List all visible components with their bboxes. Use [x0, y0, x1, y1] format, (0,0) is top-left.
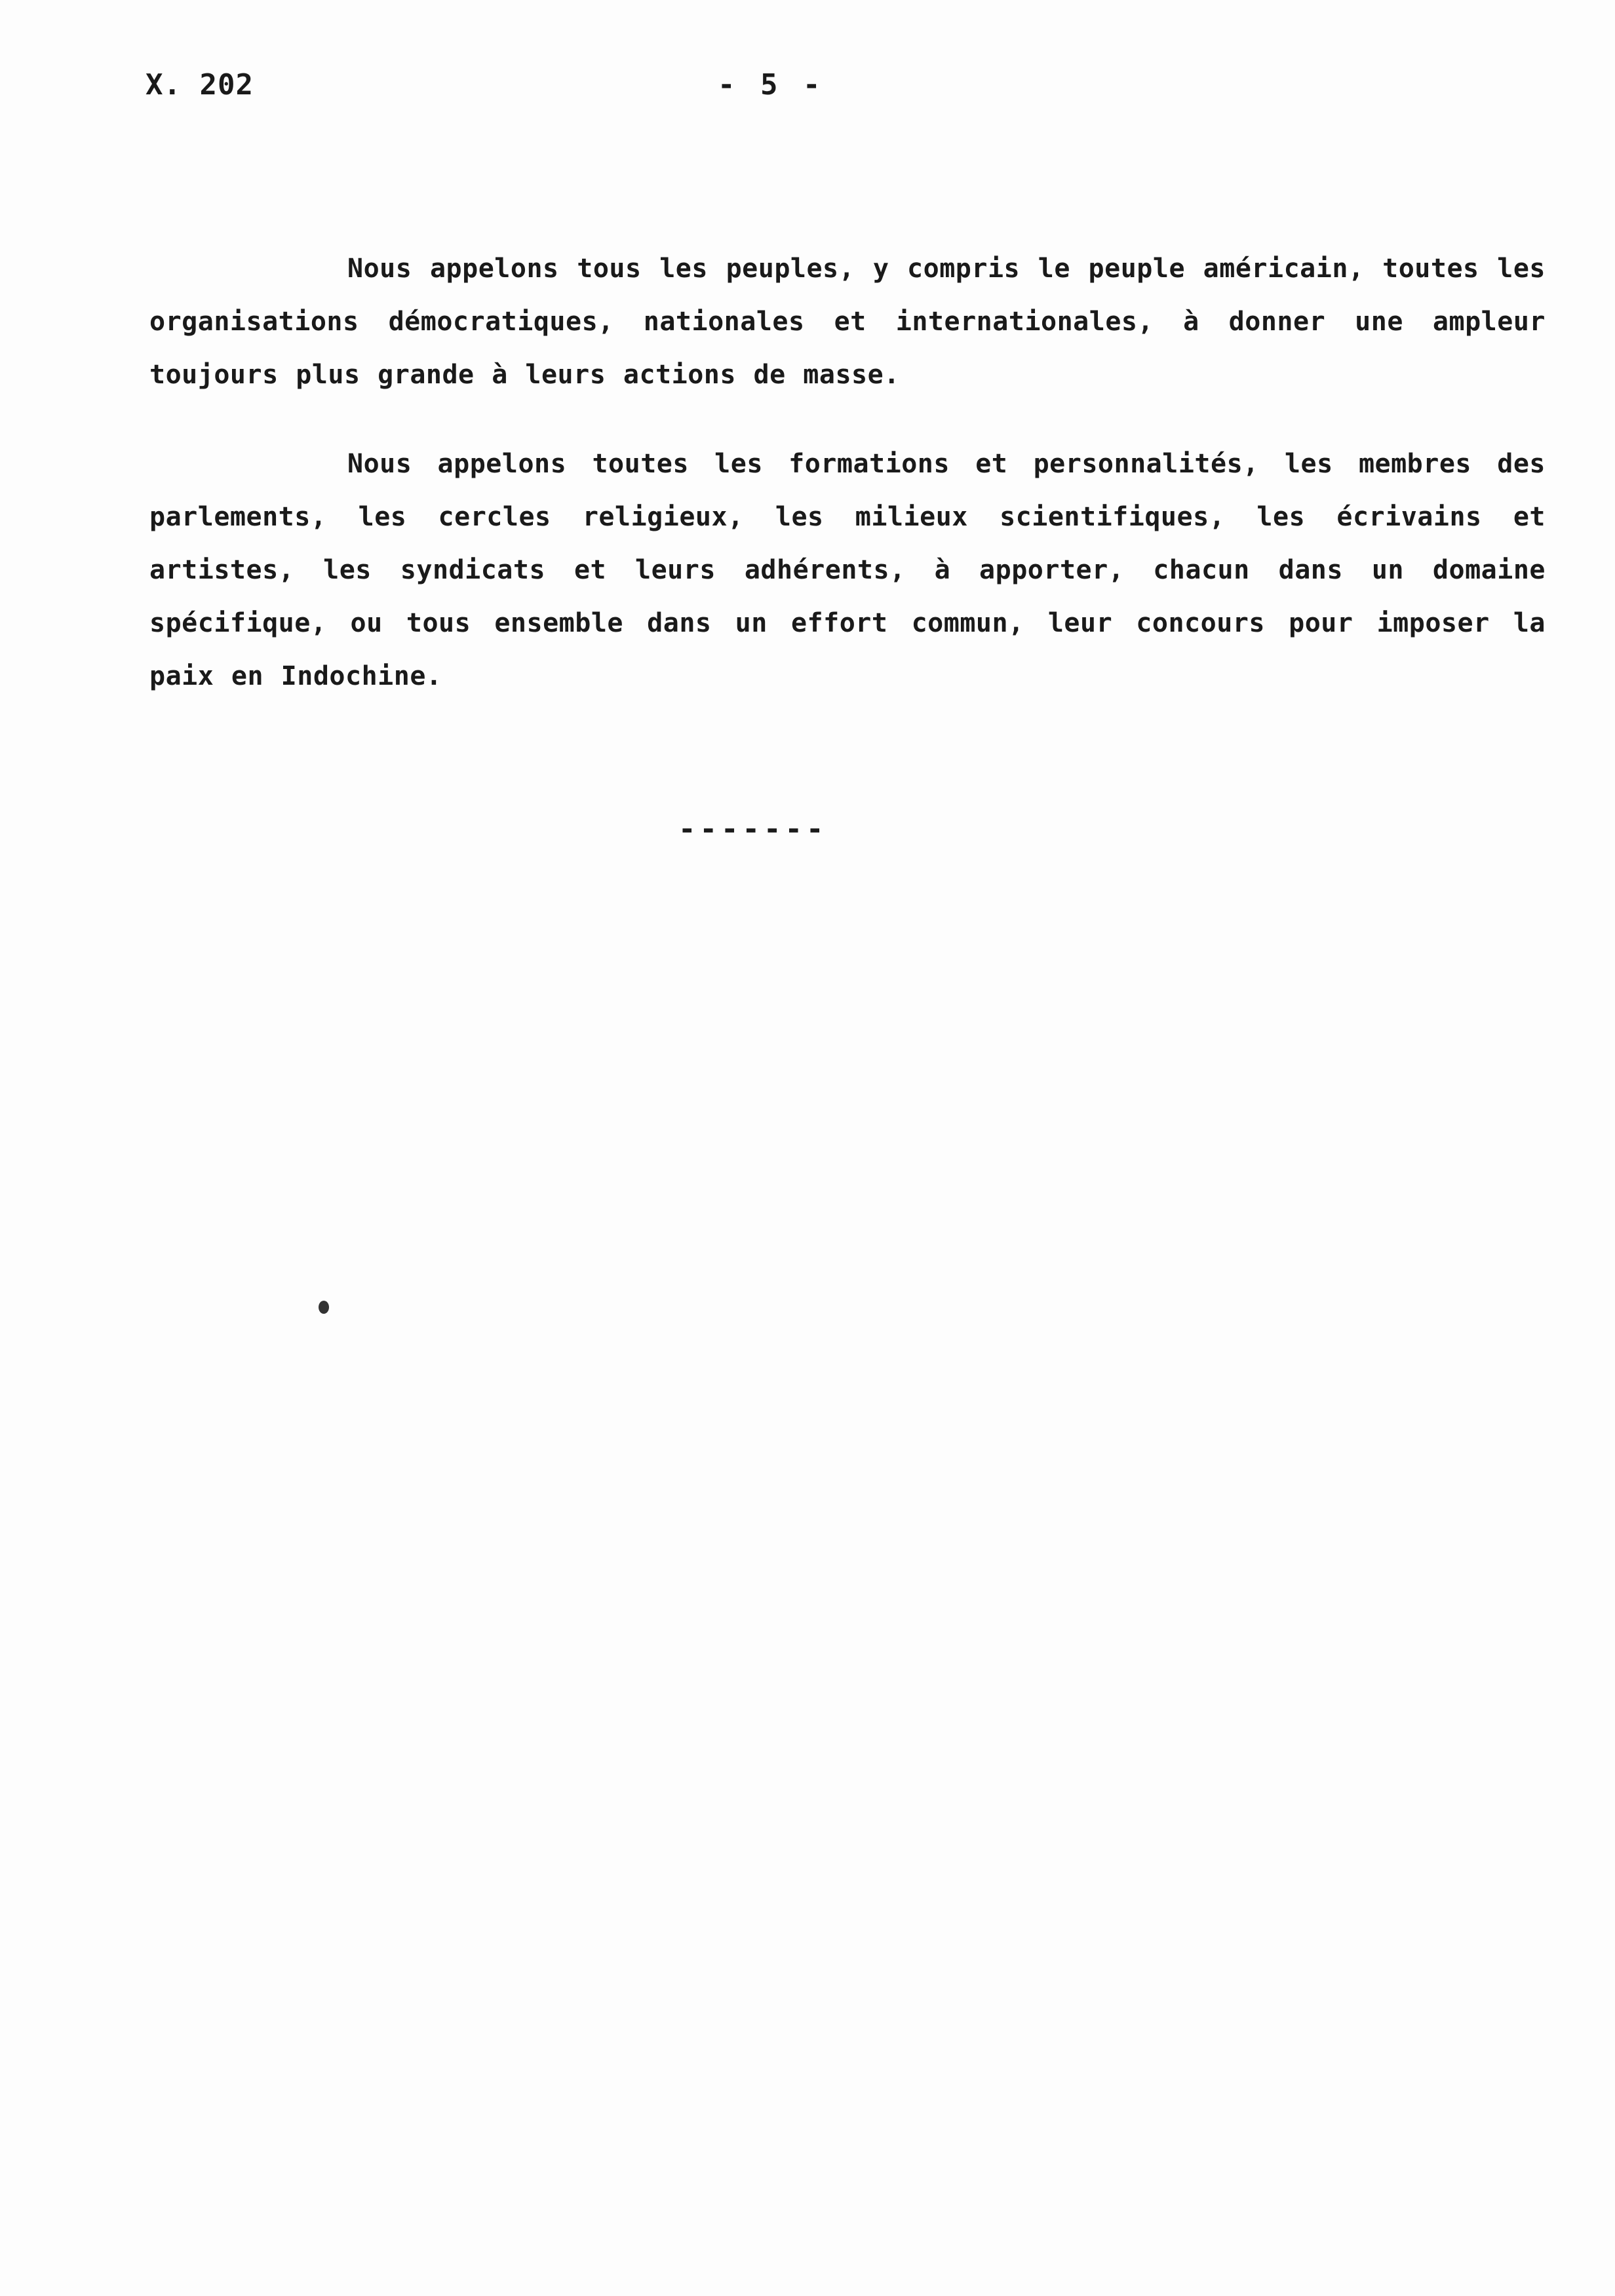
ink-speck	[319, 1301, 329, 1314]
paragraph-2: Nous appelons toutes les formations et personnalités, les membres des parlements, les cercles religieux, les milieux scientifiques, les écrivains et artistes, les syndicats et leurs adhérents, à apporter, chacun dans un domaine spécifique, ou tous ensemble dans un effort commun, leur concours pour imposer la paix en Indochine.	[149, 449, 1546, 691]
page-number: - 5 -	[718, 68, 825, 102]
paragraph-1: Nous appelons tous les peuples, y compris le peuple américain, toutes les organisations démocratiques, nationales et internationales, à donner une ampleur toujours plus grande à leurs actions de masse.	[149, 254, 1546, 390]
document-reference: X. 202	[146, 68, 254, 102]
separator-dashes: -------	[678, 813, 828, 846]
